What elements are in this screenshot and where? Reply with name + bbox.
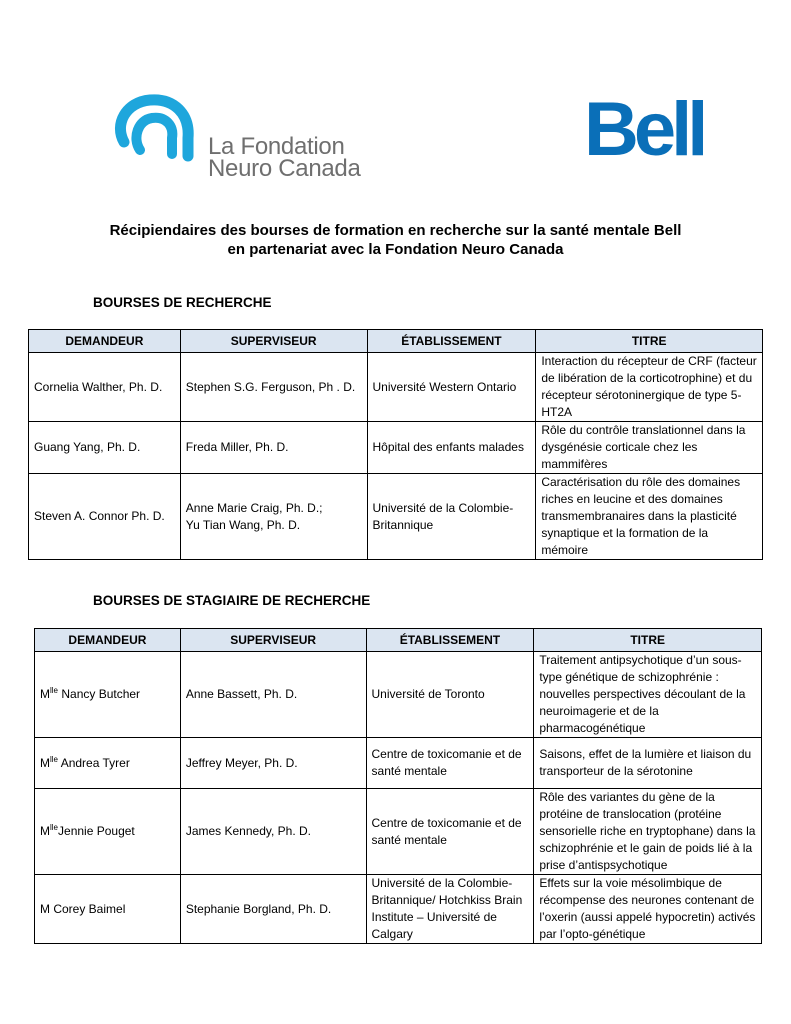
supervisor-line: Yu Tian Wang, Ph. D. — [185, 517, 301, 532]
institution-cell: Université de la Colombie-Britannique — [367, 474, 536, 560]
supervisor-cell: Anne Bassett, Ph. D. — [180, 652, 366, 738]
table-row — [35, 789, 762, 875]
institution-cell: Centre de toxicomanie et de santé mentale — [366, 789, 534, 875]
applicant-cell: $M^{lle}$ Nancy Butcher — [35, 652, 181, 738]
supervisor-cell: Freda Miller, Ph. D. — [180, 422, 367, 474]
applicant-cell: M Corey Baimel — [35, 875, 181, 944]
applicant-cell: $M^{lle}Jennie$ Pouget — [35, 789, 181, 875]
supervisor-cell: Stephanie Borgland, Ph. D. — [180, 875, 366, 944]
column-header: TITRE — [536, 330, 763, 353]
research-grants-table — [28, 329, 763, 560]
supervisor-cell: James Kennedy, Ph. D. — [180, 789, 366, 875]
institution-cell: Université Western Ontario — [367, 353, 536, 422]
applicant-cell: Steven A. Connor Ph. D. — [29, 474, 181, 560]
supervisor-cell — [180, 474, 367, 560]
bell-logo: Bell — [584, 87, 704, 172]
column-header: ÉTABLISSEMENT — [366, 629, 534, 652]
title-cell: Rôle du contrôle translationnel dans la dysgénésie corticale chez les mammifères — [536, 422, 763, 474]
table-row — [35, 652, 762, 738]
applicant-cell: $M^{lle}$ Andrea Tyrer — [35, 738, 181, 789]
table-header-row — [29, 330, 763, 353]
column-header: ÉTABLISSEMENT — [367, 330, 536, 353]
title-line2: en partenariat avec la Fondation Neuro Canada — [227, 241, 564, 258]
title-cell: Interaction du récepteur de CRF (facteur de libération de la corticotrophine) et du récepteur sérotoninergique de type 5-HT2A — [536, 353, 763, 422]
trainee-grants-table — [34, 628, 762, 944]
section-heading-trainee: BOURSES DE STAGIAIRE DE RECHERCHE — [93, 593, 371, 608]
document-title — [0, 221, 791, 259]
title-line1: Récipiendaires des bourses de formation en recherche sur la santé mentale Bell — [109, 222, 682, 239]
title-cell: Saisons, effet de la lumière et liaison du transporteur de la sérotonine — [534, 738, 762, 789]
title-cell: Traitement antipsychotique d’un sous-type génétique de schizophrénie : nouvelles perspectives découlant de la neuroimagerie et de la pharmacogénétique — [534, 652, 762, 738]
neuro-logo-line2: Neuro Canada — [208, 155, 361, 182]
institution-cell: Hôpital des enfants malades — [367, 422, 536, 474]
institution-cell: Université de Toronto — [366, 652, 534, 738]
column-header: SUPERVISEUR — [180, 330, 367, 353]
section-heading-research: BOURSES DE RECHERCHE — [93, 295, 272, 310]
title-cell: Caractérisation du rôle des domaines riches en leucine et des domaines transmembranaires dans la plasticité synaptique et la formation de la mémoire — [536, 474, 763, 560]
column-header: DEMANDEUR — [29, 330, 181, 353]
supervisor-cell: Jeffrey Meyer, Ph. D. — [180, 738, 366, 789]
table-row — [35, 738, 762, 789]
table-row — [29, 422, 763, 474]
table-row — [29, 474, 763, 560]
title-cell: Effets sur la voie mésolimbique de récompense des neurones contenant de l’oxerin (aussi appelé hypocretin) activés par l’opto-génétique — [534, 875, 762, 944]
title-cell: Rôle des variantes du gène de la protéine de translocation (protéine sensorielle riche en tryptophane) dans la schizophrénie et le gain de poids lié à la prise d’antispsychotique — [534, 789, 762, 875]
supervisor-line: Anne Marie Craig, Ph. D.; — [185, 500, 323, 515]
table-row — [29, 353, 763, 422]
column-header: SUPERVISEUR — [180, 629, 366, 652]
applicant-cell: Guang Yang, Ph. D. — [29, 422, 181, 474]
institution-cell: Université de la Colombie-Britannique/ Hotchkiss Brain Institute – Université de Calgary — [366, 875, 534, 944]
column-header: TITRE — [534, 629, 762, 652]
supervisor-cell: Stephen S.G. Ferguson, Ph . D. — [180, 353, 367, 422]
neuro-logo-line1: La Fondation — [208, 133, 345, 160]
table-header-row — [35, 629, 762, 652]
neuro-canada-logo — [112, 94, 364, 186]
table-row — [35, 875, 762, 944]
institution-cell: Centre de toxicomanie et de santé mentale — [366, 738, 534, 789]
applicant-cell: Cornelia Walther, Ph. D. — [29, 353, 181, 422]
column-header: DEMANDEUR — [35, 629, 181, 652]
neuro-swirl-icon — [112, 94, 194, 164]
